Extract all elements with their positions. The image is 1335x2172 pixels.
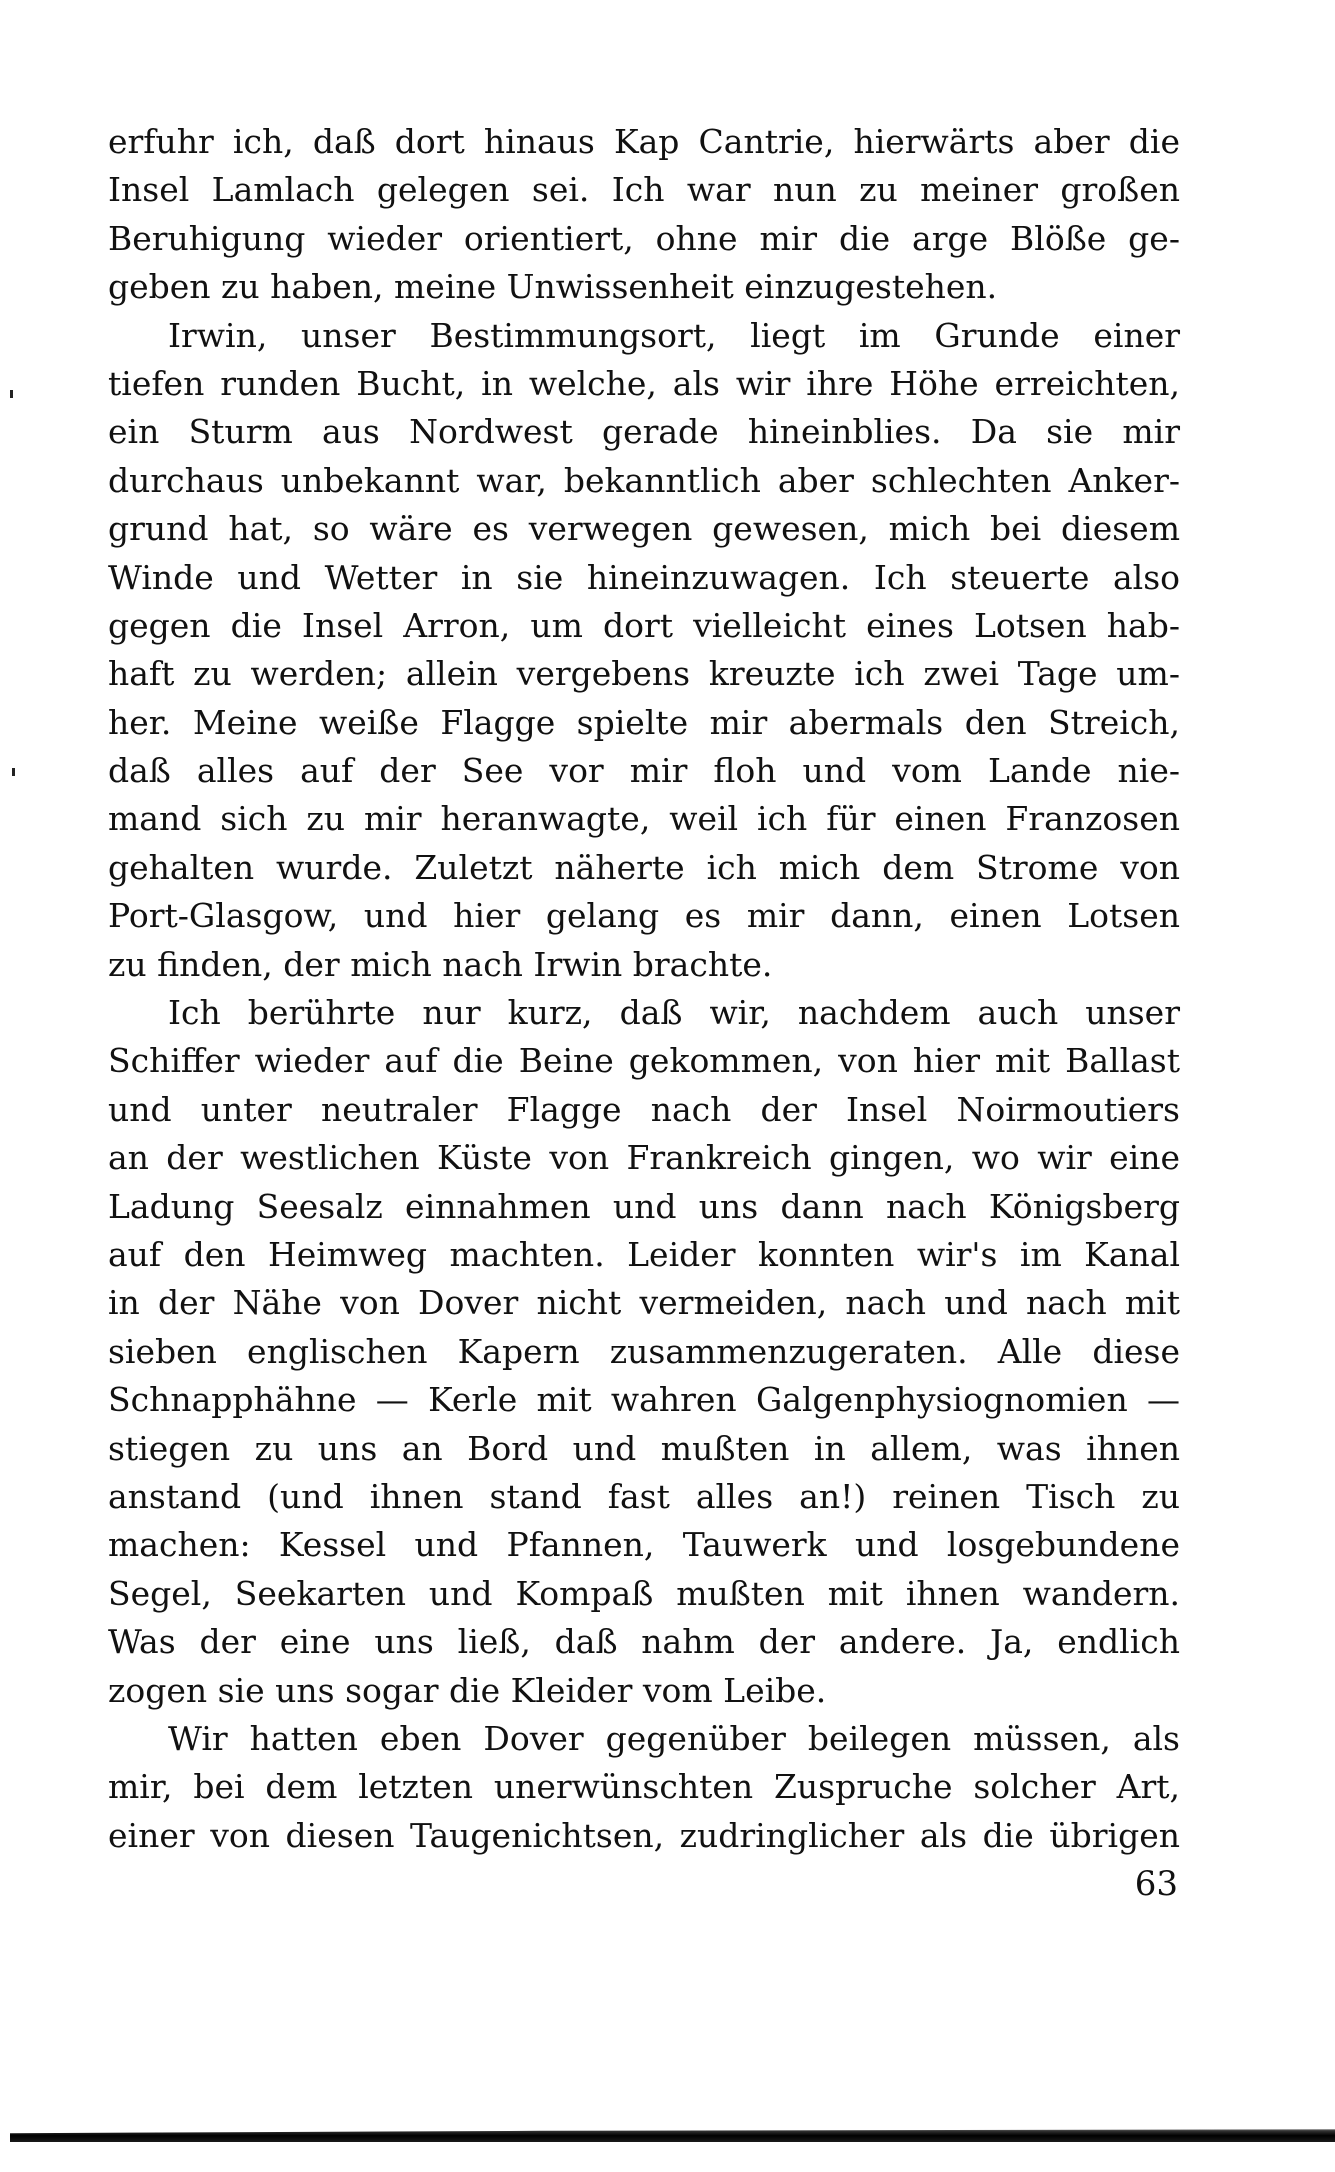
text-line: Was der eine uns ließ, daß nahm der andere. Ja, endlich <box>108 1622 1180 1662</box>
text-line: grund hat, so wäre es verwegen gewesen, mich bei diesem <box>108 509 1180 549</box>
text-line: sieben englischen Kapern zusammenzugeraten. Alle diese <box>108 1331 1180 1371</box>
text-line: Segel, Seekarten und Kompaß mußten mit ihnen wandern. <box>108 1573 1180 1613</box>
text-line: her. Meine weiße Flagge spielte mir abermals den Streich, <box>108 702 1180 742</box>
text-line: Beruhigung wieder orientiert, ohne mir die arge Blöße ge- <box>108 218 1180 258</box>
text-line: gegen die Insel Arron, um dort vielleicht eines Lotsen hab- <box>108 605 1180 645</box>
page-number: 63 <box>1134 1864 1178 1905</box>
text-line: Port-Glasgow, und hier gelang es mir dann, einen Lotsen <box>108 896 1180 936</box>
text-line: Schiffer wieder auf die Beine gekommen, von hier mit Ballast <box>108 1041 1180 1081</box>
text-line: gehalten wurde. Zuletzt näherte ich mich dem Strome von <box>108 847 1180 887</box>
body-text <box>108 118 1180 1860</box>
text-line: stiegen zu uns an Bord und mußten in allem, was ihnen <box>108 1428 1180 1468</box>
margin-speck <box>10 390 13 398</box>
margin-speck <box>12 768 15 776</box>
text-line: in der Nähe von Dover nicht vermeiden, nach und nach mit <box>108 1283 1180 1323</box>
text-line: einer von diesen Taugenichtsen, zudringlicher als die übrigen <box>108 1815 1180 1855</box>
text-line: Ladung Seesalz einnahmen und uns dann nach Königsberg <box>108 1186 1180 1226</box>
text-line: durchaus unbekannt war, bekanntlich aber schlechten Anker- <box>108 460 1180 500</box>
text-line: machen: Kessel und Pfannen, Tauwerk und losgebundene <box>108 1525 1180 1565</box>
text-line: zu finden, der mich nach Irwin brachte. <box>108 944 773 984</box>
text-line: mir, bei dem letzten unerwünschten Zuspruche solcher Art, <box>108 1767 1180 1807</box>
text-line: erfuhr ich, daß dort hinaus Kap Cantrie, hierwärts aber die <box>108 122 1180 161</box>
text-line: auf den Heimweg machten. Leider konnten wir's im Kanal <box>108 1234 1180 1274</box>
text-line: tiefen runden Bucht, in welche, als wir ihre Höhe erreichten, <box>108 363 1180 403</box>
scan-edge-shadow <box>10 2126 1335 2142</box>
text-line: Wir hatten eben Dover gegenüber beilegen müssen, als <box>168 1718 1180 1758</box>
text-line: anstand (und ihnen stand fast alles an!) reinen Tisch zu <box>108 1476 1180 1516</box>
text-line: geben zu haben, meine Unwissenheit einzugestehen. <box>108 267 998 307</box>
text-line: haft zu werden; allein vergebens kreuzte ich zwei Tage um- <box>108 654 1180 694</box>
text-line: Winde und Wetter in sie hineinzuwagen. Ich steuerte also <box>108 557 1180 597</box>
text-line: mand sich zu mir heranwagte, weil ich für einen Franzosen <box>108 799 1180 839</box>
text-line: Ich berührte nur kurz, daß wir, nachdem auch unser <box>168 993 1180 1033</box>
text-line: zogen sie uns sogar die Kleider vom Leibe. <box>108 1670 827 1710</box>
text-line: daß alles auf der See vor mir floh und vom Lande nie- <box>108 751 1180 791</box>
text-line: ein Sturm aus Nordwest gerade hineinblies. Da sie mir <box>108 412 1180 452</box>
text-line: Insel Lamlach gelegen sei. Ich war nun zu meiner großen <box>108 170 1180 210</box>
text-line: Schnapphähne — Kerle mit wahren Galgenphysiognomien — <box>108 1380 1180 1420</box>
text-line: an der westlichen Küste von Frankreich gingen, wo wir eine <box>108 1138 1180 1178</box>
text-line: Irwin, unser Bestimmungsort, liegt im Grunde einer <box>168 315 1180 355</box>
text-line: und unter neutraler Flagge nach der Insel Noirmoutiers <box>108 1089 1180 1129</box>
